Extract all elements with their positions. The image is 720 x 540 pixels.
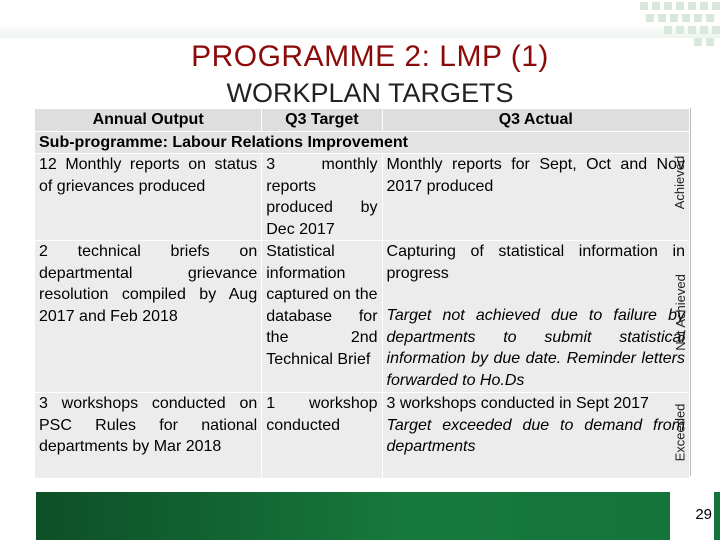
workplan-table — [34, 108, 690, 479]
status-label-exceeded: Exceeded — [672, 403, 688, 461]
header-q3-target: Q3 Target — [262, 109, 382, 132]
page-subtitle: WORKPLAN TARGETS — [226, 78, 514, 108]
status-label-not-achieved: Not Achieved — [672, 273, 688, 351]
page-number: 29 — [695, 506, 712, 523]
subprogramme-label: Sub-programme: Labour Relations Improvement — [35, 131, 690, 154]
row-actual-text: Monthly reports for Sept, Oct and Nov 2017 produced — [386, 156, 685, 195]
row-actual — [382, 154, 689, 241]
row-actual-text: 3 workshops conducted in Sept 2017 — [386, 395, 649, 412]
row-output: 12 Monthly reports on status of grievances produced — [35, 154, 262, 241]
row-target: 3 monthly reports produced by Dec 2017 — [262, 154, 382, 241]
footer-band — [36, 492, 720, 540]
table-row — [35, 393, 690, 479]
row-note: Target not achieved due to failure by departments to submit statistical information by due date. Reminder letters forwarded to Ho.Ds — [386, 307, 685, 389]
top-banner — [0, 0, 720, 40]
header-annual-output: Annual Output — [35, 109, 262, 132]
row-target: 1 workshop conducted — [262, 393, 382, 479]
table-header-row — [35, 109, 690, 132]
status-label-achieved: Achieved — [672, 155, 688, 210]
row-actual — [382, 393, 689, 479]
table-row — [35, 154, 690, 241]
header-q3-actual: Q3 Actual — [382, 109, 689, 132]
row-output: 3 workshops conducted on PSC Rules for national departments by Mar 2018 — [35, 393, 262, 479]
page-title: PROGRAMME 2: LMP (1) — [191, 40, 549, 73]
table-row — [35, 241, 690, 393]
row-target: Statistical information captured on the database for the 2nd Technical Brief — [262, 241, 382, 393]
status-column-divider — [690, 108, 691, 476]
row-actual-text: Capturing of statistical information in progress — [386, 243, 685, 282]
row-actual — [382, 241, 689, 393]
subprogramme-row — [35, 131, 690, 154]
row-note: Target exceeded due to demand from departments — [386, 416, 685, 455]
row-output: 2 technical briefs on departmental grievance resolution compiled by Aug 2017 and Feb 2018 — [35, 241, 262, 393]
